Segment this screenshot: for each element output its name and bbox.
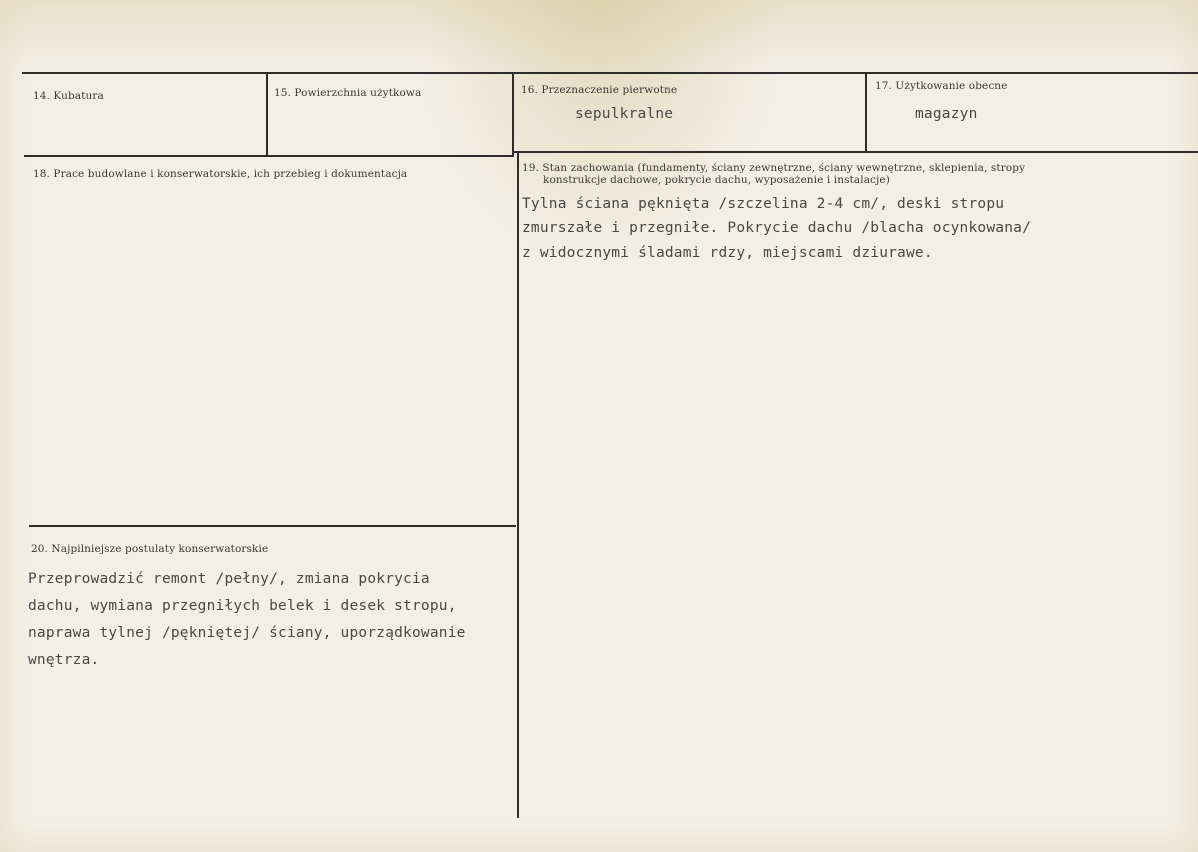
field-17-value: magazyn (915, 106, 978, 122)
field-15-label: 15. Powierzchnia użytkowa (274, 87, 422, 99)
field-16-label: 16. Przeznaczenie pierwotne (521, 84, 678, 96)
field-17-label: 17. Użytkowanie obecne (875, 80, 1008, 92)
field-16-value: sepulkralne (575, 106, 674, 122)
field-19-label-line2: konstrukcje dachowe, pokrycie dachu, wyposażenie i instalacje) (543, 174, 890, 186)
divider-14-15 (266, 73, 268, 155)
main-vertical-divider (517, 153, 519, 818)
row1-bottom-rule-left (24, 155, 514, 157)
field-19-text-line-3: z widocznymi śladami rdzy, miejscami dziurawe. (522, 245, 933, 261)
field-19-label-line1: 19. Stan zachowania (fundamenty, ściany zewnętrzne, ściany wewnętrzne, sklepienia, stropy (522, 162, 1026, 174)
divider-15-16 (512, 73, 514, 155)
field-20-label: 20. Najpilniejsze postulaty konserwatorskie (31, 543, 269, 555)
field-20-text-line-1: Przeprowadzić remont /pełny/, zmiana pokrycia (28, 571, 430, 587)
field-19-text-line-2: zmurszałe i przegniłe. Pokrycie dachu /blacha ocynkowana/ (522, 220, 1031, 236)
box18-bottom-rule (29, 525, 516, 527)
field-20-text-line-3: naprawa tylnej /pękniętej/ ściany, uporządkowanie (28, 625, 466, 641)
field-18-label: 18. Prace budowlane i konserwatorskie, ich przebieg i dokumentacja (33, 168, 408, 180)
row1-bottom-rule-right (514, 151, 1198, 153)
field-19-text-line-1: Tylna ściana pęknięta /szczelina 2-4 cm/, deski stropu (522, 196, 1005, 212)
divider-16-17 (865, 73, 867, 151)
field-20-text-line-4: wnętrza. (28, 652, 100, 668)
field-20-text-line-2: dachu, wymiana przegniłych belek i desek stropu, (28, 598, 457, 614)
field-14-label: 14. Kubatura (33, 90, 104, 102)
top-rule (22, 72, 1198, 74)
